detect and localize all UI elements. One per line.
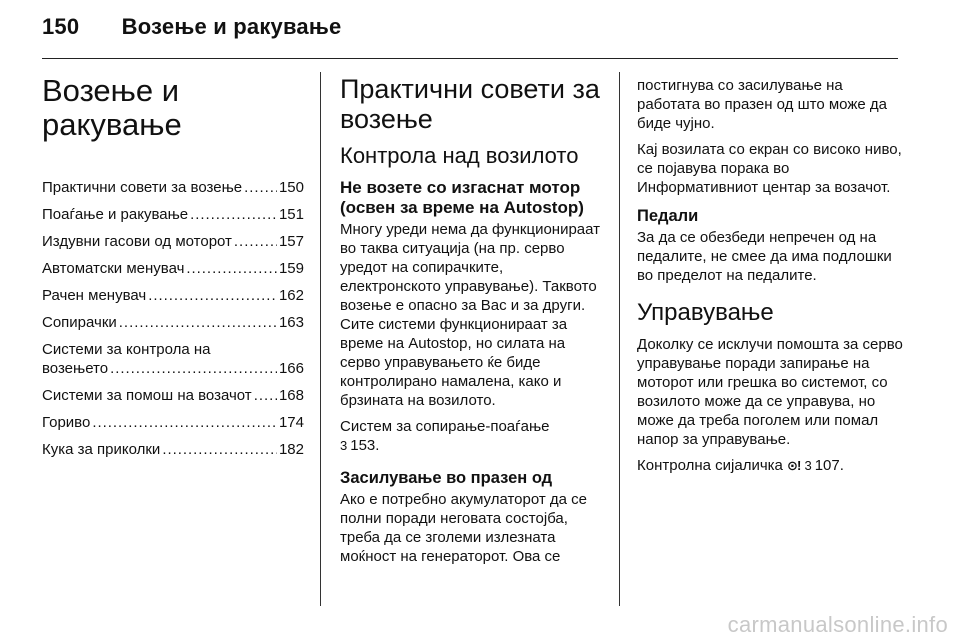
toc-page: 174 bbox=[278, 414, 304, 432]
toc-label: Рачен менувач bbox=[42, 287, 147, 305]
paragraph-brake-ref bbox=[340, 417, 604, 455]
brake-ref-label: Систем за сопирање-поаѓање bbox=[340, 418, 550, 435]
toc-leader bbox=[254, 386, 277, 405]
paragraph-pedals: За да се обезбеди непречен од на педалите, не смее да има подлошки во пределот на педалите. bbox=[637, 229, 892, 284]
page-header bbox=[42, 14, 341, 40]
toc-entry[interactable] bbox=[42, 440, 304, 459]
toc-label: Автоматски менувач bbox=[42, 260, 185, 278]
paragraph-steering: Доколку се исклучи помошта за серво управување поради запирање на моторот или грешка во системот, со возилото може да се управува, но може да треба поголем или помал напор за управување. bbox=[637, 336, 903, 448]
column-divider bbox=[619, 72, 620, 606]
toc-entry[interactable] bbox=[42, 340, 304, 378]
toc-page: 159 bbox=[278, 260, 304, 278]
chapter-title: Возење и ракување bbox=[42, 73, 182, 143]
toc-label: Гориво bbox=[42, 414, 91, 432]
page-ref-arrow-icon: 3 bbox=[340, 438, 348, 453]
content-column-right bbox=[637, 70, 907, 482]
header-rule bbox=[42, 58, 898, 59]
toc-entry[interactable] bbox=[42, 259, 304, 278]
toc-page: 151 bbox=[278, 206, 304, 224]
toc-label: Кука за приколки bbox=[42, 441, 161, 459]
toc-entry[interactable] bbox=[42, 386, 304, 405]
toc-leader bbox=[148, 286, 277, 305]
toc-page: 166 bbox=[278, 360, 304, 378]
toc-leader bbox=[162, 440, 277, 459]
paragraph-display-message: Кај возилата со екран со високо ниво, се појавува порака во Информативниот центар за возачот. bbox=[637, 141, 902, 196]
toc-label: Системи за помош на возачот bbox=[42, 387, 252, 405]
page-ref[interactable]: 107. bbox=[814, 457, 844, 474]
toc-leader bbox=[190, 205, 277, 224]
paragraph-idle-cont: постигнува со засилување на работата во празен од што може да биде чујно. bbox=[637, 77, 887, 132]
toc-label: Системи за контрола на bbox=[42, 341, 211, 359]
toc-leader bbox=[92, 413, 277, 432]
toc-label: возењето bbox=[42, 360, 109, 378]
heading-steering: Управување bbox=[637, 299, 774, 326]
toc-leader bbox=[186, 259, 277, 278]
toc-label: Поаѓање и ракување bbox=[42, 206, 189, 224]
toc-page: 150 bbox=[278, 179, 304, 197]
section-title: Практични совети за возење bbox=[340, 74, 600, 134]
toc-page: 157 bbox=[278, 233, 304, 251]
toc-entry[interactable] bbox=[42, 178, 304, 197]
toc-leader bbox=[110, 359, 277, 378]
paragraph-control-lamp bbox=[637, 456, 907, 475]
paragraph-engine-off: Многу уреди нема да функционираат во таква ситуација (на пр. серво уредот на сопирачките, електронското управување). Таквото возење е опасно за Вас и за други. Сите системи функционираат за време на Autostop, но силата на серво управувањето ќе биде контролирано намалена, како и брзината на возилото. bbox=[340, 221, 601, 409]
toc-leader bbox=[234, 232, 277, 251]
heading-idle-boost: Засилување во празен од bbox=[340, 469, 553, 487]
toc-entry[interactable] bbox=[42, 413, 304, 432]
toc-page: 182 bbox=[278, 441, 304, 459]
toc-column bbox=[42, 70, 304, 467]
toc-label: Сопирачки bbox=[42, 314, 117, 332]
toc-entry[interactable] bbox=[42, 313, 304, 332]
toc-label: Издувни гасови од моторот bbox=[42, 233, 232, 251]
heading-pedals: Педали bbox=[637, 207, 699, 225]
toc-page: 168 bbox=[278, 387, 304, 405]
toc-leader bbox=[119, 313, 277, 332]
paragraph-idle-boost: Ако е потребно акумулаторот да се полни поради неговата состојба, треба да се зголеми излезната моќност на генераторот. Ова се bbox=[340, 491, 588, 565]
control-lamp-label: Контролна сијаличка bbox=[637, 457, 783, 474]
steering-warning-icon: ⊙! bbox=[787, 458, 801, 473]
page-ref-arrow-icon: 3 bbox=[804, 458, 812, 473]
subsection-title: Контрола над возилото bbox=[340, 143, 579, 168]
toc-entry[interactable] bbox=[42, 205, 304, 224]
toc-page: 163 bbox=[278, 314, 304, 332]
column-divider bbox=[320, 72, 321, 606]
toc-leader bbox=[244, 178, 277, 197]
header-section-title: Возење и ракување bbox=[121, 14, 342, 39]
toc-label: Практични совети за возење bbox=[42, 179, 243, 197]
toc-entry[interactable] bbox=[42, 286, 304, 305]
content-column-middle bbox=[340, 70, 604, 573]
toc-entry[interactable] bbox=[42, 232, 304, 251]
heading-engine-off: Не возете со изгаснат мотор (освен за време на Autostop) bbox=[340, 178, 584, 217]
page-number: 150 bbox=[42, 14, 80, 39]
page-ref[interactable]: 153. bbox=[350, 437, 380, 454]
toc-page: 162 bbox=[278, 287, 304, 305]
watermark: carmanualsonline.info bbox=[727, 612, 948, 637]
